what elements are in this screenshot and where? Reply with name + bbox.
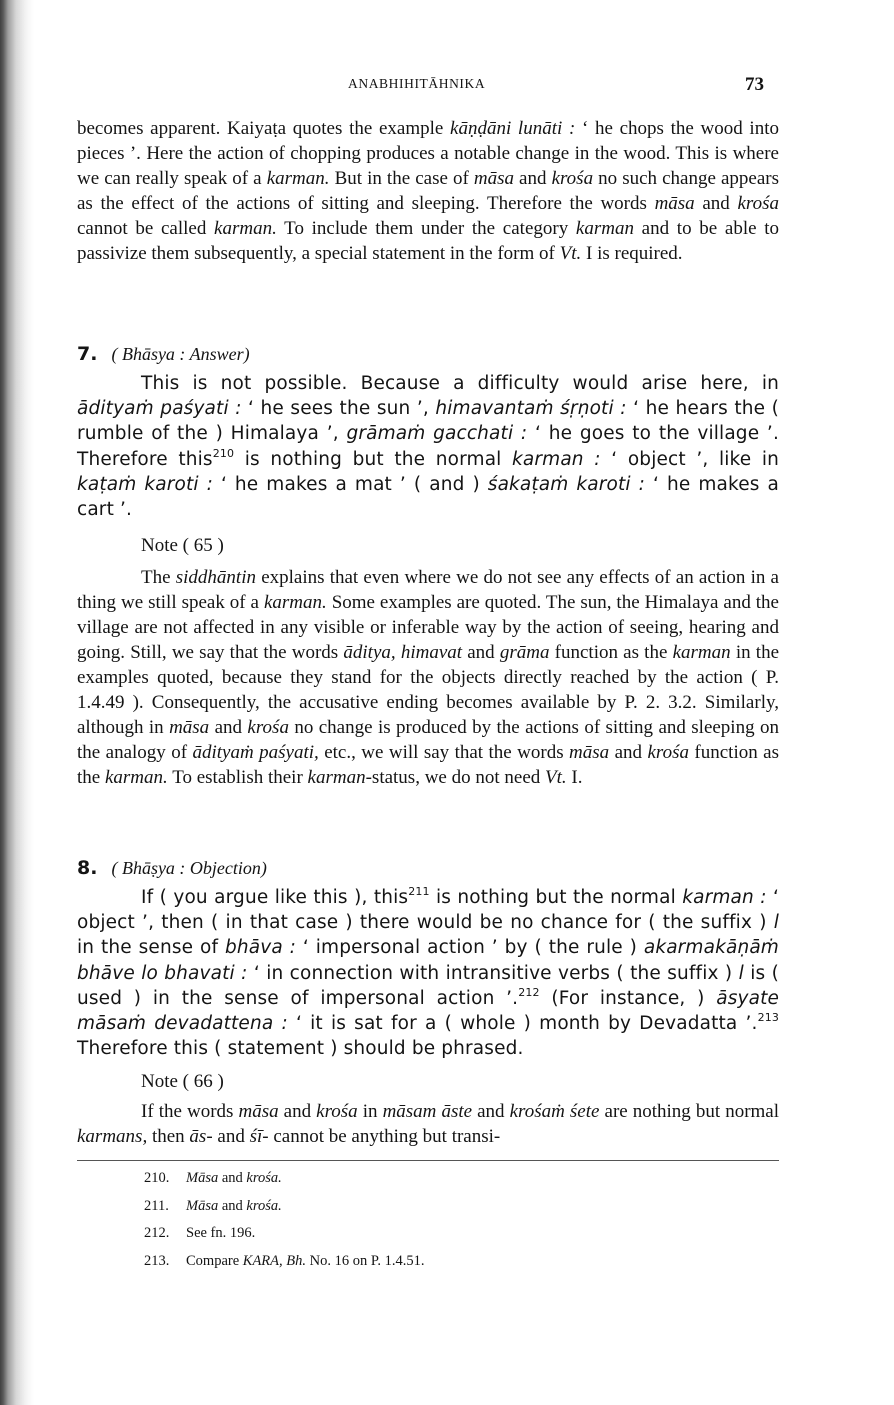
footnote-213: 213. Compare KARA, Bh. No. 16 on P. 1.4.51. <box>144 1252 425 1269</box>
scan-binding-shadow <box>0 0 34 1405</box>
section-7-title: ( Bhāsya : Answer) <box>111 344 250 364</box>
footnotes <box>144 1165 704 1275</box>
intro-block <box>77 116 779 266</box>
footnote-212: 212. See fn. 196. <box>144 1225 256 1241</box>
section-8 <box>77 856 779 1149</box>
section-8-heading <box>77 856 779 880</box>
footnote-divider <box>77 1160 779 1161</box>
section-8-title: ( Bhāṣya : Objection) <box>111 858 267 878</box>
footnote-ref-211: 211 <box>408 885 430 898</box>
section-7 <box>77 342 779 790</box>
footnote-ref-213: 213 <box>757 1011 780 1025</box>
intro-paragraph: becomes apparent. Kaiyaṭa quotes the example kāṇḍāni lunāti : ‘ he chops the wood into pieces ’. Here the action of chopping produces a notable change in the wood. This is where we can really speak of a karman. But in the case of māsa and krośa no such change appears as the effect of the actions of sitting and sleeping. Therefore the words māsa and krośa cannot be called karman. To include them under the category karman and to be able to passivize them subsequently, a special statement in the form of Vt. I is required. <box>77 118 780 264</box>
section-7-heading <box>77 342 779 366</box>
note-66-label: Note ( 66 ) <box>141 1071 224 1093</box>
note-65-text: The siddhāntin explains that even where we do not see any effects of an action in a thing we still speak of a karman. Some examples are quoted. The sun, the Himalaya and the village are not affected in any visible or inferable way by the action of seeing, hearing and going. Still, we say that the words āditya, himavat and grāma function as the karman in the examples quoted, because they stand for the objects directly reached by the action ( P. 1.4.49 ). Consequently, the accusative ending becomes available by P. 2. 3.2. Similarly, although in māsa and krośa no change is produced by the actions of sitting and sleeping on the analogy of ādityaṁ paśyati, etc., we will say that the words māsa and krośa function as the karman. To establish their karman-status, we do not need Vt. I. <box>77 567 780 789</box>
section-7-bhasya: This is not possible. Because a difficulty would arise here, in ādityaṁ paśyati : ‘ he sees the sun ’, himavantaṁ śṛṇoti : ‘ he hears the ( rumble of the ) Himalaya ’, grāmaṁ gacchati : ‘ he goes to the village ’. Therefore this$^{210}$ is nothing but the normal karman : ‘ object ’, like in kaṭaṁ karoti : ‘ he makes a mat ’ ( and ) śakaṭaṁ karoti : ‘ he makes a cart ’. <box>77 373 780 521</box>
page-header <box>0 74 894 98</box>
note-65-label: Note ( 65 ) <box>141 535 224 557</box>
note-66-text: If the words māsa and krośa in māsam āste and krośaṁ śete are nothing but normal karmans, then ās- and śī- cannot be anything but transi- <box>77 1101 780 1148</box>
section-8-number: 8. <box>77 857 98 879</box>
footnote-210: 210. Māsa and krośa. <box>144 1170 282 1186</box>
footnote-ref-210: 210 <box>212 446 235 460</box>
section-8-bhasya: If ( you argue like this ), this$^{211}$ is nothing but the normal karman : ‘ object ’, then ( in that case ) there would be no chance for ( the suffix ) l in the sense of bhāva : ‘ impersonal action ’ by ( the rule ) akarmakāṇāṁ bhāve lo bhavati : ‘ in connection with intransitive verbs ( the suffix ) l is ( used ) in the sense of impersonal action ’.$^{212}$ (For instance, ) āsyate māsaṁ devadattena : ‘ it is sat for a ( whole ) month by Devadatta ’.$^{213}$ Therefore this ( statement ) should be phrased. <box>77 885 780 1060</box>
footnote-211: 211. Māsa and krośa. <box>144 1197 282 1214</box>
running-head: ANABHIHITĀHNIKA <box>348 76 486 91</box>
footnote-ref-212: 212 <box>518 985 540 999</box>
page-number: 73 <box>745 74 764 95</box>
section-7-number: 7. <box>77 343 98 365</box>
